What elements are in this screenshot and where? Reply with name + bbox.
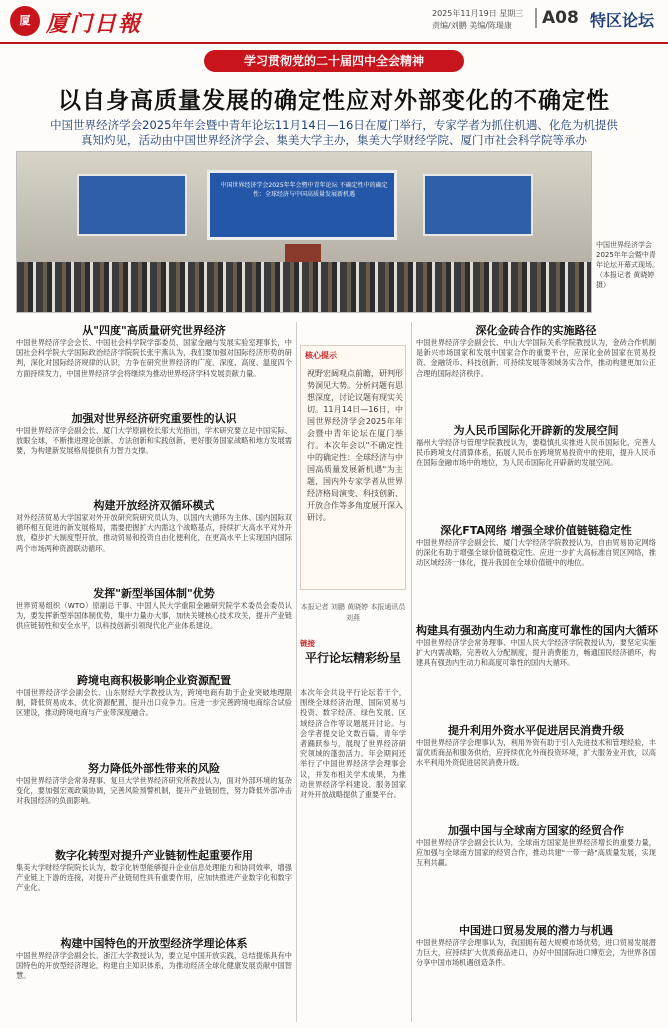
sidebar-box: [300, 345, 406, 590]
section-title: 构建具有强劲内生动力和高度可靠性的国内大循环: [416, 624, 658, 637]
section-title: 提升利用外资水平促进居民消费升级: [448, 724, 624, 737]
section-body: 中国世界经济学会副会长、山东财经大学教授认为，跨境电商有助于企业突破地理限制，降低贸易成本，优化资源配置，提升出口竞争力。应进一步完善跨境电商综合试验区建设，推动跨境电商与产业带深度融合。: [16, 688, 292, 718]
audience: [17, 262, 592, 313]
sidebar-text-2: 本次年会共设平行论坛若干个，围绕全球经济治理、国际贸易与投资、数字经济、绿色发展、区域经济合作等议题展开讨论。与会学者提交论文数百篇，青年学者踊跃参与，展现了世界经济研究领域的蓬勃活力。年会期间还举行了中国世界经济学会理事会议，并发布相关学术成果，为推动世界经济学科建设、服务国家对外开放战略提供了重要平台。: [300, 688, 406, 800]
subheadline: 中国世界经济学会2025年年会暨中青年论坛11月14日—16日在厦门举行，专家学者为抓住机遇、化危为机提供真知灼见，活动由中国世界经济学会、集美大学主办，集美大学财经学院、厦门市社会科学院等承办: [50, 118, 618, 147]
photo-caption: 中国世界经济学会2025年年会暨中青年论坛开幕式现场。（本报记者 黄晓婷 摄）: [596, 241, 659, 289]
section-body: 中国世界经济学会常务理事、中国人民大学经济学院教授认为，要坚定实施扩大内需战略，完善收入分配制度，提升消费能力，畅通国民经济循环，构建具有强劲内生动力和高度可靠性的国内大循环。: [416, 638, 656, 668]
stage-text: 中国世界经济学会2025年年会暨中青年论坛 不确定性中的确定性：全球经济与中国高质量发展新机遇: [220, 182, 388, 198]
section-body: 中国世界经济学会副会长、中山大学国际关系学院教授认为，金砖合作机制是新兴市场国家和发展中国家合作的重要平台，应深化金砖国家在贸易投资、金融货币、科技创新、可持续发展等领域务实合作，推动构建更加公正合理的国际经济秩序。: [416, 338, 656, 378]
section-title: 努力降低外部性带来的风险: [88, 761, 220, 775]
section-body: 中国世界经济学会常务理事、复旦大学世界经济研究所教授认为，面对外部环境的复杂变化，要加强宏观政策协调，完善风险预警机制，提升产业链韧性，努力降低外部冲击对我国经济的负面影响。: [16, 775, 292, 805]
section-body: 中国世界经济学会副会长、浙江大学教授认为，要立足中国开放实践，总结提炼具有中国特色的开放型经济理论，构建自主知识体系，为推动经济全球化健康发展贡献中国智慧。: [16, 950, 292, 980]
section-body: 中国世界经济学会副会长认为，全球南方国家是世界经济增长的重要力量，应加强与全球南方国家的经贸合作，推动共建"一带一路"高质量发展，实现互利共赢。: [416, 838, 656, 868]
section-body: 中国世界经济学会副会长、厦门大学经济学院教授认为，自由贸易协定网络的深化有助于增强全球价值链稳定性。应进一步扩大高标准自贸区网络，推动区域经济一体化，提升我国在全球价值链中的地位。: [416, 538, 656, 568]
brand-logo: 厦门日報: [46, 11, 143, 37]
section-title: 构建开放经济双循环模式: [93, 499, 215, 512]
column-divider: [411, 322, 412, 1022]
section-title: 中国进口贸易发展的潜力与机遇: [459, 924, 613, 937]
section-body: 中国世界经济学会会长、中国社会科学院学部委员、国家金融与发展实验室理事长，中国社会科学院大学国际政治经济学院院长张宇燕认为，我们要加强对国际经济形势的研判，深化对国际经济规律的认识，力争在研究世界经济的广度、深度、高度、温度四个方面持续发力，中国世界经济学会将继续为推动世界经济学科发展贡献力量。: [16, 338, 292, 378]
section-title: 深化金砖合作的实施路径: [475, 324, 597, 337]
section-title: 从"四度"高质量研究世界经济: [82, 324, 226, 337]
newspaper-seal-logo: 厦: [10, 6, 40, 36]
side-screen-left: [77, 174, 187, 236]
section-title: 发挥"新型举国体制"优势: [93, 586, 215, 600]
editor-line: 责编/刘鹏 美编/陈瑞康: [432, 21, 512, 30]
section-title: 构建中国特色的开放型经济学理论体系: [60, 936, 248, 950]
link-tag: 链接: [300, 639, 315, 648]
section-title: 为人民币国际化开辟新的发展空间: [453, 424, 619, 437]
section-body: 中国世界经济学会理事认为，我国拥有超大规模市场优势，进口贸易发展潜力巨大，应持续扩大优质商品进口，办好中国国际进口博览会，为世界各国分享中国市场机遇创造条件。: [416, 938, 656, 968]
page-number: A08: [535, 8, 579, 28]
section-body: 中国世界经济学会理事认为，利用外资有助于引入先进技术和管理经验，丰富优质商品和服务供给，应持续优化外商投资环境，扩大服务业开放，以高水平利用外资促进居民消费升级。: [416, 738, 656, 768]
side-screen-right: [423, 174, 533, 236]
section-title: 数字化转型对提升产业链韧性起重要作用: [55, 849, 253, 862]
section-title: 加强对世界经济研究重要性的认识: [71, 411, 237, 425]
section-body: 集美大学财经学院院长认为，数字化转型能够提升企业信息处理能力和协同效率，增强产业链上下游的连接，对提升产业链韧性具有重要作用，应加快推进产业数字化和数字产业化。: [16, 863, 292, 893]
header-meta: [432, 8, 532, 32]
section-title: 加强中国与全球南方国家的经贸合作: [448, 824, 624, 837]
news-photo: [16, 151, 592, 313]
section-body: 中国世界经济学会副会长、厦门大学原副校长邬大光指出，学术研究要立足中国实际、放眼全球，不断推进理论创新、方法创新和实践创新，更好服务国家战略和地方发展需要，为构建新发展格局提供有力智力支撑。: [16, 425, 292, 455]
section-body: 福州大学经济与管理学院教授认为，要稳慎扎实推进人民币国际化，完善人民币跨境支付清算体系，拓展人民币在跨境贸易投资中的使用，提升人民币在国际金融市场中的地位，为人民币国际化开辟新的发展空间。: [416, 438, 656, 468]
section-body: 对外经济贸易大学国家对外开放研究院研究员认为，以国内大循环为主体、国内国际双循环相互促进的新发展格局，需要把握扩大内需这个战略基点，持续扩大高水平对外开放，稳步扩大制度型开放，推动贸易和投资自由化便利化，在更高水平上实现国内国际两个市场两种资源联动循环。: [16, 513, 292, 553]
topic-banner: 学习贯彻党的二十届四中全会精神: [204, 50, 464, 72]
section-name: 特区论坛: [590, 11, 655, 30]
headline: 以自身高质量发展的确定性应对外部变化的不确定性: [58, 87, 610, 114]
masthead: [0, 0, 668, 44]
section-title: 跨境电商积极影响企业资源配置: [77, 674, 231, 687]
date-line: 2025年11月19日 星期三: [432, 9, 524, 18]
sidebar-tag: 核心提示: [305, 351, 337, 360]
sidebar-text: 视野宏阔观点前瞻，研判形势洞见大势。分析问题有思想深度，讨论议题有现实关切。11月14日—16日，中国世界经济学会2025年年会暨中青年论坛在厦门举行。本次年会以"不确定性中的确定性：全球经济与中国高质量发展新机遇"为主题，国内外专家学者从世界经济格局演变、科技创新、开放合作等多角度展开深入研讨。: [307, 369, 403, 522]
sidebar-title: 平行论坛精彩纷呈: [304, 651, 401, 665]
byline: 本报记者 刘鹏 黄晓婷 本报通讯员 刘燕: [300, 603, 406, 622]
section-body: 世界贸易组织（WTO）原副总干事、中国人民大学重阳金融研究院学术委员会委员认为，要发挥新型举国体制优势，集中力量办大事，加快关键核心技术攻关，提升产业链供应链韧性和安全水平，以科技创新引领现代化产业体系建设。: [16, 600, 292, 630]
column-divider: [296, 322, 297, 1022]
stage-screen: [207, 170, 397, 240]
section-title: 深化FTA网络 增强全球价值链链稳定性: [440, 524, 632, 537]
